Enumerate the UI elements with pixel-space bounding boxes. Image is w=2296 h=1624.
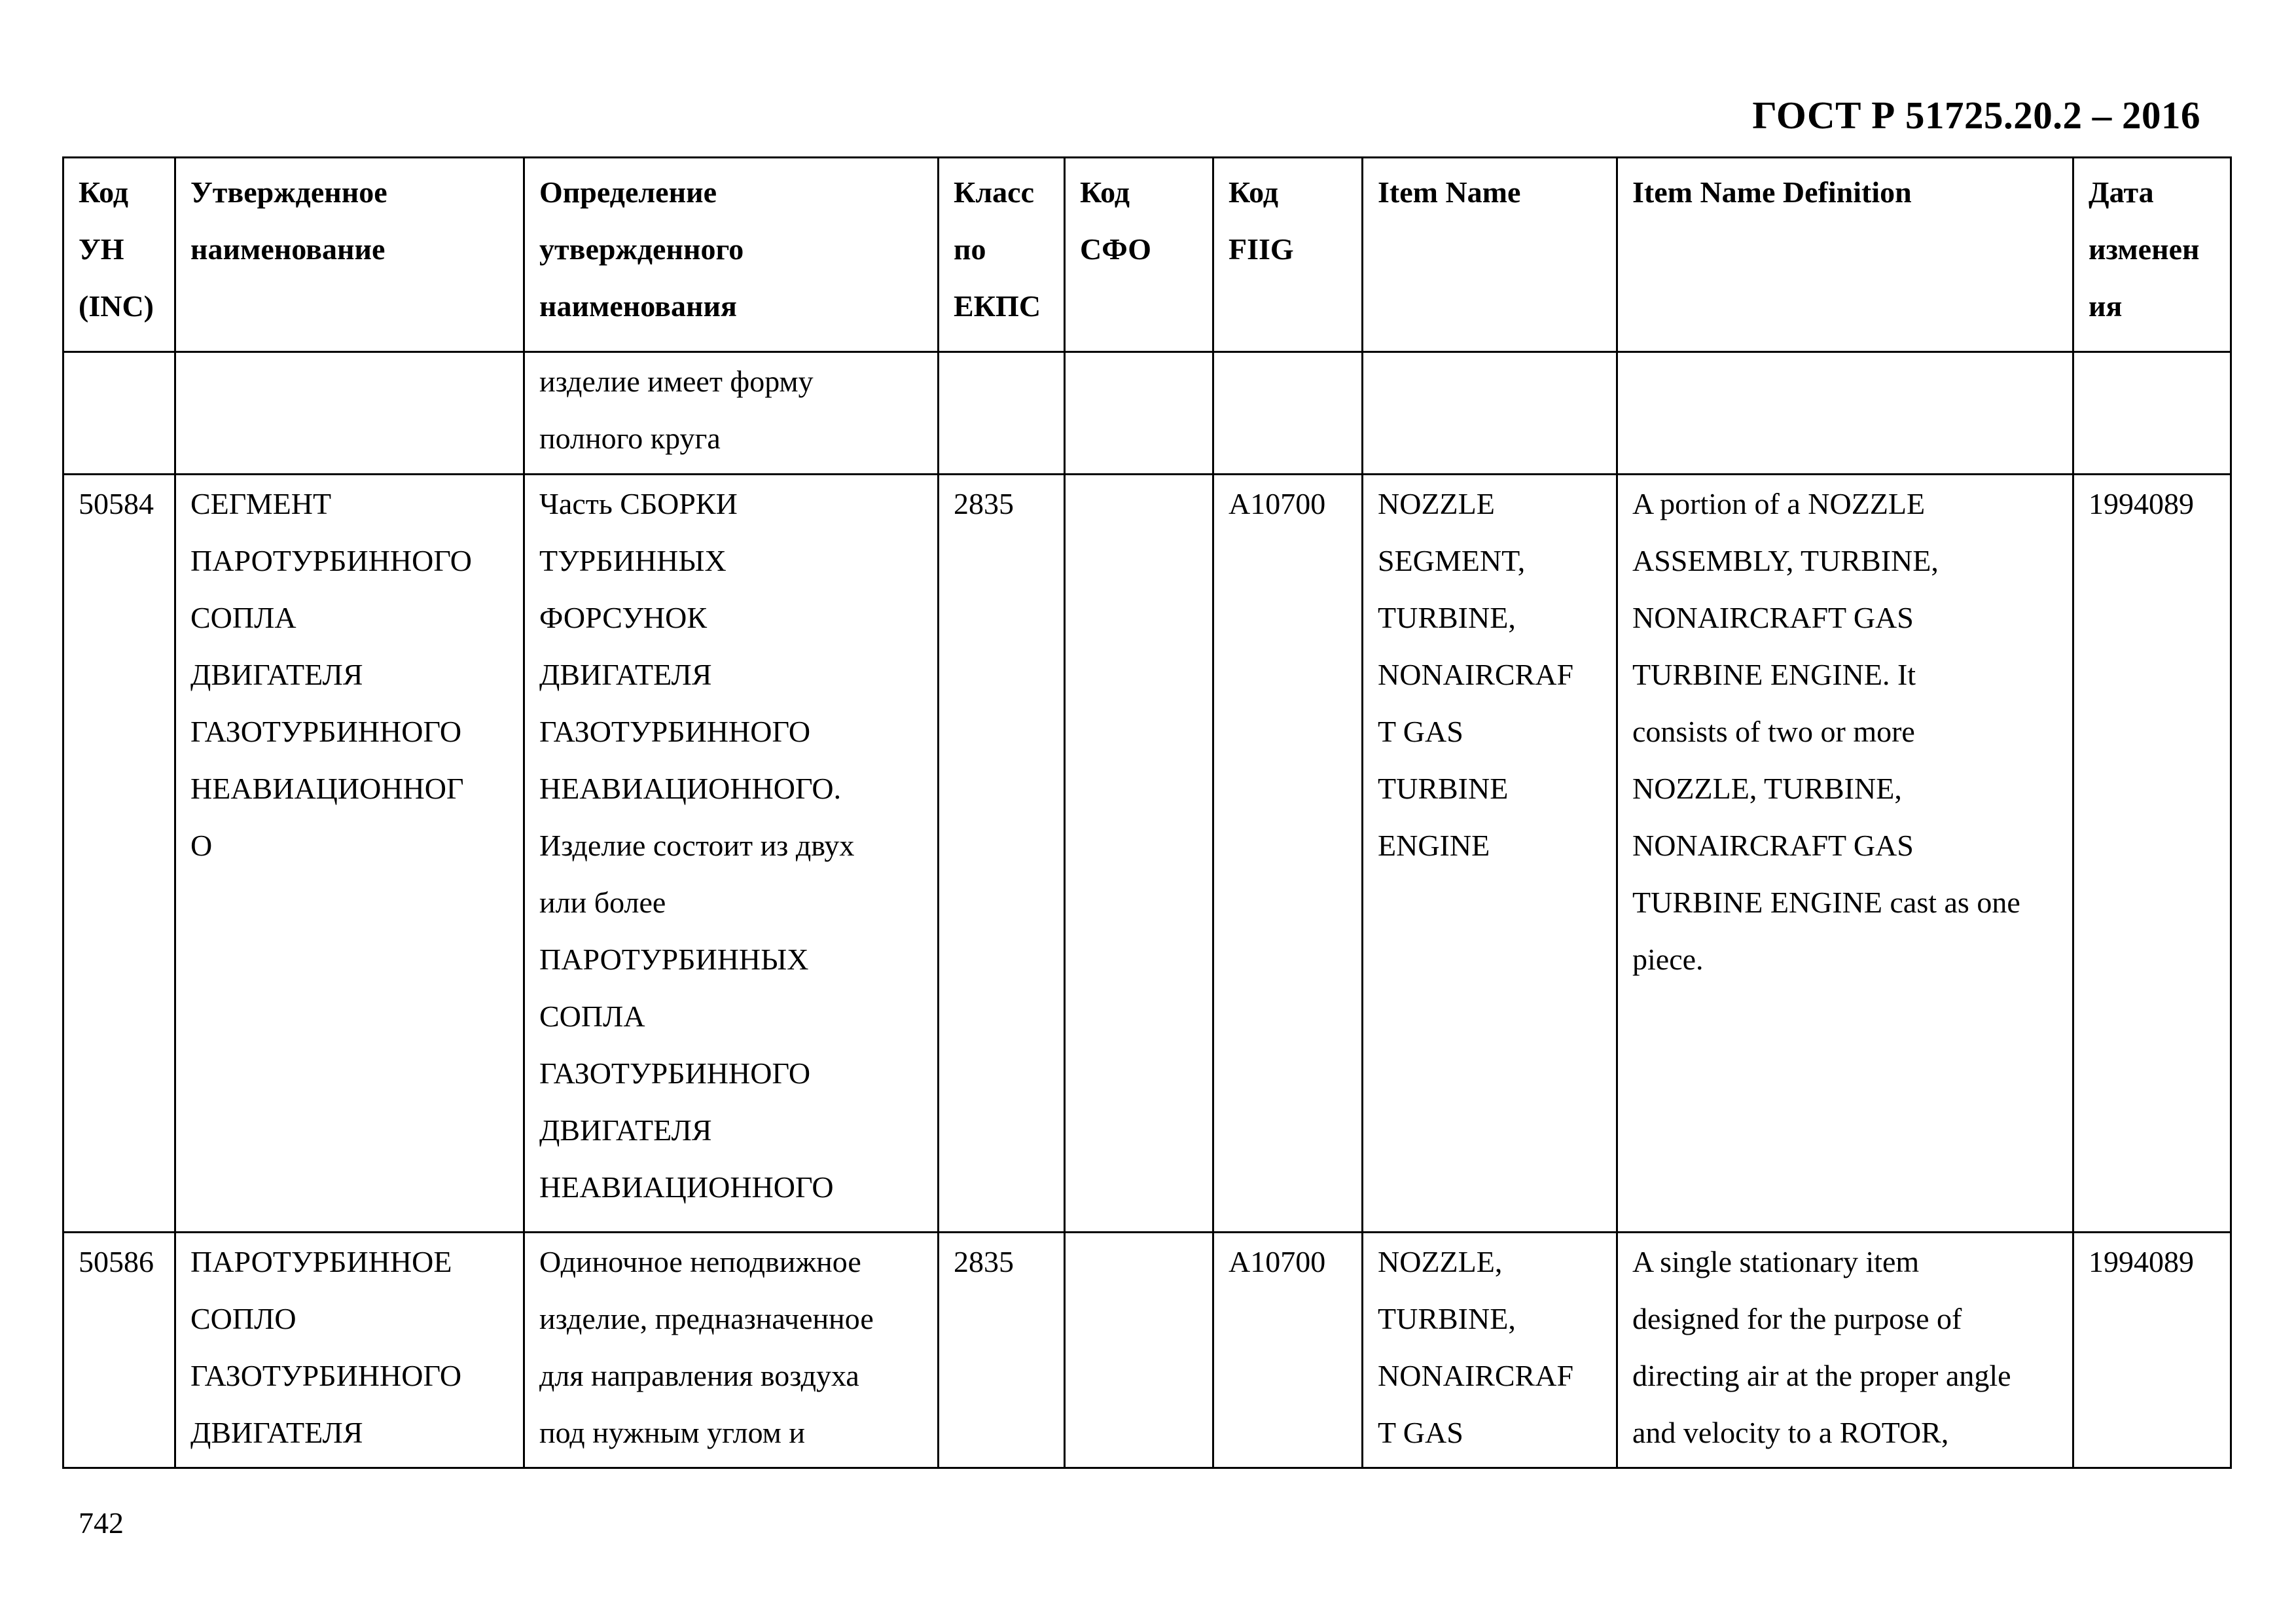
document-id: ГОСТ Р 51725.20.2 – 2016 [1752, 94, 2200, 137]
cell-item-name: NOZZLE, TURBINE, NONAIRCRAF T GAS [1363, 1233, 1617, 1468]
col-header-approved-name: Утвержденное наименование [175, 158, 524, 352]
col-header-item-name-definition: Item Name Definition [1617, 158, 2073, 352]
cell-change-date [2073, 352, 2231, 475]
cell-sfo [1065, 475, 1213, 1233]
cell-item-name-definition [1617, 352, 2073, 475]
cell-item-name [1363, 352, 1617, 475]
page-number: 742 [79, 1506, 124, 1540]
col-header-sfo: Код СФО [1065, 158, 1213, 352]
cell-item-name: NOZZLE SEGMENT, TURBINE, NONAIRCRAF T GAS TURBINE ENGINE [1363, 475, 1617, 1233]
cell-change-date: 1994089 [2073, 1233, 2231, 1468]
cell-approved-name: СЕГМЕНТ ПАРОТУРБИННОГО СОПЛА ДВИГАТЕЛЯ ГАЗОТУРБИННОГО НЕАВИАЦИОННОГ О [175, 475, 524, 1233]
col-header-change-date: Дата изменен ия [2073, 158, 2231, 352]
cell-inc [63, 352, 175, 475]
col-header-definition: Определение утвержденного наименования [524, 158, 939, 352]
table-row [63, 1233, 2231, 1468]
cell-inc: 50584 [63, 475, 175, 1233]
cell-class: 2835 [939, 475, 1065, 1233]
cell-definition: Одиночное неподвижное изделие, предназначенное для направления воздуха под нужным углом и [524, 1233, 939, 1468]
cell-item-name-definition: A portion of a NOZZLE ASSEMBLY, TURBINE, NONAIRCRAFT GAS TURBINE ENGINE. It consists of two or more NOZZLE, TURBINE, NONAIRCRAFT GAS TURBINE ENGINE cast as one piece. [1617, 475, 2073, 1233]
col-header-inc: Код УН (INC) [63, 158, 175, 352]
cell-approved-name [175, 352, 524, 475]
table-row [63, 352, 2231, 475]
cell-sfo [1065, 352, 1213, 475]
col-header-class: Класс по ЕКПС [939, 158, 1065, 352]
cell-definition: изделие имеет форму полного круга [524, 352, 939, 475]
table-header-row [63, 158, 2231, 352]
cell-fiig [1213, 352, 1363, 475]
cell-item-name-definition: A single stationary item designed for the purpose of directing air at the proper angle and velocity to a ROTOR, [1617, 1233, 2073, 1468]
cell-change-date: 1994089 [2073, 475, 2231, 1233]
cell-class [939, 352, 1065, 475]
table-row [63, 475, 2231, 1233]
cell-class: 2835 [939, 1233, 1065, 1468]
nomenclature-table [62, 156, 2232, 1469]
cell-fiig: A10700 [1213, 475, 1363, 1233]
col-header-fiig: Код FIIG [1213, 158, 1363, 352]
cell-inc: 50586 [63, 1233, 175, 1468]
cell-definition: Часть СБОРКИ ТУРБИННЫХ ФОРСУНОК ДВИГАТЕЛЯ ГАЗОТУРБИННОГО НЕАВИАЦИОННОГО. Изделие состоит из двух или более ПАРОТУРБИННЫХ СОПЛА ГАЗОТУРБИННОГО ДВИГАТЕЛЯ НЕАВИАЦИОННОГО [524, 475, 939, 1233]
cell-sfo [1065, 1233, 1213, 1468]
cell-approved-name: ПАРОТУРБИННОЕ СОПЛО ГАЗОТУРБИННОГО ДВИГАТЕЛЯ [175, 1233, 524, 1468]
cell-fiig: A10700 [1213, 1233, 1363, 1468]
col-header-item-name: Item Name [1363, 158, 1617, 352]
